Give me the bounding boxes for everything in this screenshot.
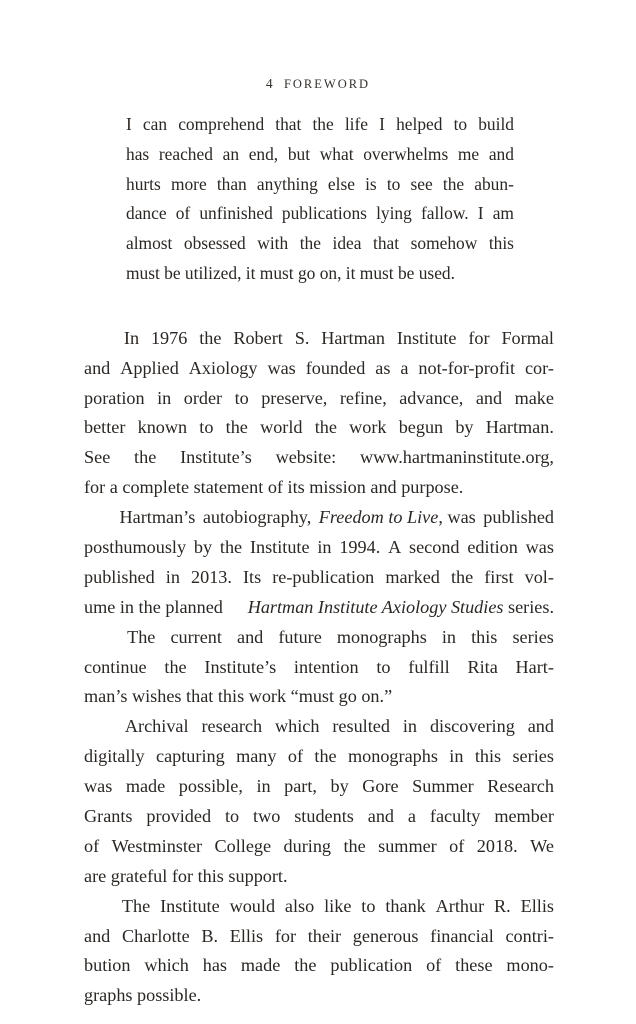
word: better bbox=[84, 417, 126, 438]
text-line bbox=[84, 862, 554, 892]
word: am bbox=[492, 203, 514, 224]
word: comprehend bbox=[178, 114, 265, 134]
word: but bbox=[287, 143, 311, 164]
word: begun bbox=[398, 417, 444, 438]
paragraph-monographs-intention bbox=[84, 623, 554, 713]
word: of bbox=[449, 835, 465, 856]
word: continue bbox=[84, 656, 147, 677]
word: the bbox=[199, 327, 222, 348]
word: fulfill bbox=[408, 656, 450, 677]
word: advance, bbox=[399, 387, 464, 408]
first-line-indent bbox=[84, 324, 112, 354]
word: autobiography, bbox=[202, 507, 312, 528]
text-line bbox=[126, 140, 514, 170]
text-line bbox=[84, 772, 554, 802]
word: two bbox=[253, 806, 281, 827]
word: financial bbox=[430, 925, 494, 946]
word: The bbox=[127, 626, 156, 647]
word: S. bbox=[294, 327, 310, 348]
text-line bbox=[84, 354, 554, 384]
word: their bbox=[307, 925, 342, 946]
word: of bbox=[426, 955, 442, 976]
word: has bbox=[202, 955, 227, 976]
word: the bbox=[225, 417, 248, 438]
word: current bbox=[170, 626, 222, 647]
word: and bbox=[527, 716, 554, 737]
word: Research bbox=[487, 776, 554, 797]
text-line bbox=[84, 324, 554, 354]
word: world bbox=[260, 417, 303, 438]
word: also bbox=[284, 895, 315, 916]
word: 2013. bbox=[191, 566, 232, 587]
word: to bbox=[386, 173, 401, 194]
word: fallow. bbox=[420, 203, 469, 224]
word: Rita bbox=[467, 656, 498, 677]
word: Archival bbox=[124, 716, 189, 737]
word: I bbox=[379, 114, 385, 134]
word: than bbox=[216, 173, 247, 194]
word: and bbox=[237, 626, 264, 647]
word: abun- bbox=[474, 173, 514, 194]
word: capturing bbox=[156, 746, 225, 767]
word: in bbox=[256, 776, 271, 797]
word: series. bbox=[503, 596, 554, 617]
word: the bbox=[294, 955, 317, 976]
word: monographs bbox=[336, 626, 427, 647]
first-line-indent bbox=[84, 712, 112, 742]
word: many bbox=[236, 746, 277, 767]
word: I bbox=[477, 203, 484, 224]
word: monographs bbox=[348, 746, 438, 767]
word: end, bbox=[248, 143, 279, 164]
word: second bbox=[409, 537, 460, 558]
word: the bbox=[299, 233, 321, 254]
word: the bbox=[164, 656, 187, 677]
word: summer bbox=[378, 835, 437, 856]
word: for bbox=[274, 925, 297, 946]
word: helped bbox=[396, 114, 443, 134]
word: Institute bbox=[396, 327, 457, 348]
word: students bbox=[294, 806, 354, 827]
text-line bbox=[126, 110, 514, 140]
word: Gore bbox=[362, 776, 399, 797]
text-line bbox=[84, 413, 554, 443]
word: Formal bbox=[501, 327, 554, 348]
word: and bbox=[488, 143, 514, 164]
word: and bbox=[84, 357, 111, 378]
word: in bbox=[317, 537, 332, 558]
word: the bbox=[314, 746, 337, 767]
word: series bbox=[512, 746, 554, 767]
word: Institute bbox=[160, 895, 220, 916]
quote-spacer bbox=[84, 289, 554, 324]
word: in bbox=[165, 566, 180, 587]
word: cor- bbox=[524, 357, 554, 378]
word: Ellis bbox=[229, 925, 264, 946]
word: ume in the planned bbox=[84, 596, 228, 617]
paragraph-autobiography bbox=[84, 503, 554, 623]
word: Grants bbox=[84, 806, 133, 827]
word: research bbox=[201, 716, 263, 737]
title-run bbox=[248, 593, 554, 623]
word: that bbox=[275, 114, 302, 134]
word: not-for-profit bbox=[418, 357, 516, 378]
word: faculty bbox=[429, 806, 481, 827]
word: refine, bbox=[339, 387, 387, 408]
word: In bbox=[123, 327, 140, 348]
word: Ellis bbox=[520, 895, 554, 916]
word: make bbox=[514, 387, 554, 408]
word: resulted bbox=[332, 716, 390, 737]
title-run bbox=[319, 503, 476, 533]
text-block bbox=[84, 110, 554, 1011]
word: overwhelms bbox=[363, 143, 449, 164]
page-number: 4 bbox=[265, 76, 273, 91]
word: obsessed bbox=[183, 233, 246, 254]
word: contri- bbox=[505, 925, 554, 946]
text-line bbox=[84, 503, 554, 533]
word: this bbox=[474, 746, 502, 767]
word: posthumously bbox=[84, 537, 187, 558]
word: intention bbox=[293, 656, 359, 677]
word: to bbox=[199, 417, 214, 438]
word: preserve, bbox=[261, 387, 328, 408]
word: by bbox=[193, 537, 213, 558]
word: vol- bbox=[524, 566, 554, 587]
word: provided bbox=[146, 806, 212, 827]
word: that bbox=[373, 233, 400, 254]
word: series bbox=[512, 626, 554, 647]
word: Arthur bbox=[435, 895, 485, 916]
word: 1994. bbox=[339, 537, 381, 558]
word: build bbox=[478, 114, 514, 134]
word: website: bbox=[275, 447, 337, 468]
text-line bbox=[84, 922, 554, 952]
italic-title: Hartman Institute Axiology Studies bbox=[247, 596, 504, 617]
word: almost bbox=[126, 233, 173, 254]
word: can bbox=[142, 114, 168, 134]
word: thank bbox=[385, 895, 426, 916]
word: me bbox=[457, 143, 480, 164]
text-line bbox=[84, 443, 554, 473]
word: Hartman. bbox=[485, 417, 554, 438]
word: which bbox=[144, 955, 189, 976]
word: and bbox=[475, 387, 503, 408]
word: to bbox=[234, 387, 249, 408]
word: would bbox=[229, 895, 276, 916]
word: this bbox=[471, 626, 498, 647]
word: , was bbox=[438, 507, 476, 528]
word: Applied bbox=[120, 357, 179, 378]
word: marked bbox=[385, 566, 440, 587]
first-line-indent bbox=[84, 623, 112, 653]
word: by bbox=[330, 776, 349, 797]
first-line-indent bbox=[84, 892, 112, 922]
text-line bbox=[84, 832, 554, 862]
word: Institute bbox=[249, 537, 310, 558]
word: Institute’s bbox=[180, 447, 252, 468]
word: We bbox=[530, 835, 554, 856]
word: like bbox=[324, 895, 352, 916]
word: Westminster bbox=[111, 835, 203, 856]
word: life bbox=[344, 114, 369, 134]
first-line-indent bbox=[84, 503, 112, 533]
word: discovering bbox=[429, 716, 515, 737]
word: a bbox=[400, 357, 409, 378]
word: edition bbox=[467, 537, 518, 558]
word: published bbox=[84, 566, 155, 587]
word: graphs possible. bbox=[84, 985, 202, 1006]
word: has bbox=[126, 143, 150, 164]
word: the bbox=[312, 114, 334, 134]
word: of bbox=[175, 203, 191, 224]
word: for a complete statement of its mission and purpose. bbox=[84, 477, 464, 498]
word: the bbox=[442, 173, 465, 194]
word: during bbox=[283, 835, 332, 856]
word: unfinished bbox=[199, 203, 273, 224]
word: of bbox=[287, 746, 304, 767]
paragraph-archival-research bbox=[84, 712, 554, 891]
text-line bbox=[84, 533, 554, 563]
word: anything bbox=[256, 173, 318, 194]
word: in bbox=[449, 746, 464, 767]
word: made bbox=[125, 776, 166, 797]
word: Robert bbox=[233, 327, 283, 348]
word: hurts bbox=[126, 173, 161, 194]
word: Charlotte bbox=[121, 925, 190, 946]
word: in bbox=[402, 716, 418, 737]
word: with bbox=[257, 233, 289, 254]
word: The bbox=[121, 895, 151, 916]
word: poration bbox=[84, 387, 145, 408]
word: in bbox=[157, 387, 172, 408]
word: of bbox=[84, 835, 100, 856]
word: possible, bbox=[178, 776, 243, 797]
word: what bbox=[319, 143, 354, 164]
word: idea bbox=[332, 233, 362, 254]
word: A bbox=[388, 537, 402, 558]
word: work bbox=[349, 417, 387, 438]
word: Hartman bbox=[321, 327, 385, 348]
paragraph-institute-founding bbox=[84, 324, 554, 503]
text-line bbox=[126, 259, 514, 289]
block-quotation bbox=[126, 110, 514, 289]
word: the bbox=[219, 537, 243, 558]
text-line bbox=[84, 682, 554, 712]
word: this bbox=[488, 233, 514, 254]
word: Hart- bbox=[515, 656, 554, 677]
word: to bbox=[224, 806, 240, 827]
word: is bbox=[365, 173, 377, 194]
word: in bbox=[441, 626, 457, 647]
word: College bbox=[214, 835, 272, 856]
text-line bbox=[126, 170, 514, 200]
word: an bbox=[222, 143, 240, 164]
word: 2018. bbox=[476, 835, 518, 856]
word: the bbox=[343, 835, 366, 856]
word: the bbox=[314, 417, 337, 438]
word: the bbox=[450, 566, 474, 587]
word: was bbox=[267, 357, 296, 378]
word: future bbox=[278, 626, 322, 647]
word: see bbox=[410, 173, 433, 194]
word: R. bbox=[494, 895, 511, 916]
text-line bbox=[126, 229, 514, 259]
word: which bbox=[274, 716, 320, 737]
word: first bbox=[484, 566, 514, 587]
word: to bbox=[376, 656, 391, 677]
text-line bbox=[84, 473, 554, 503]
word: these bbox=[455, 955, 493, 976]
word: mono- bbox=[506, 955, 554, 976]
word: Axiology bbox=[188, 357, 258, 378]
text-line bbox=[84, 563, 554, 593]
word: made bbox=[240, 955, 281, 976]
word: more bbox=[170, 173, 207, 194]
paragraph-ellis-acknowledgement bbox=[84, 892, 554, 1012]
word: Hartman’s bbox=[119, 507, 196, 528]
word: member bbox=[494, 806, 554, 827]
word: was bbox=[525, 537, 554, 558]
word: and bbox=[84, 925, 111, 946]
running-head-title: FOREWORD bbox=[283, 77, 371, 91]
word: www.hartmaninstitute.org, bbox=[360, 447, 554, 468]
word: Institute’s bbox=[204, 656, 277, 677]
word: I bbox=[126, 114, 132, 134]
word: bution bbox=[84, 955, 131, 976]
word: was bbox=[84, 776, 113, 797]
text-line bbox=[84, 653, 554, 683]
word: 1976 bbox=[150, 327, 188, 348]
word: See bbox=[84, 447, 111, 468]
word: else bbox=[327, 173, 355, 194]
word: founded bbox=[305, 357, 366, 378]
text-line bbox=[84, 981, 554, 1011]
word: for bbox=[468, 327, 490, 348]
word: generous bbox=[352, 925, 419, 946]
text-line bbox=[84, 892, 554, 922]
word: are grateful for this support. bbox=[84, 865, 288, 886]
word: Its bbox=[243, 566, 262, 587]
word: published bbox=[483, 507, 554, 528]
italic-title: Freedom to Live bbox=[318, 507, 439, 528]
word: order bbox=[183, 387, 223, 408]
running-head bbox=[0, 75, 636, 93]
word: to bbox=[453, 114, 468, 134]
word: lying bbox=[376, 203, 412, 224]
word: a bbox=[407, 806, 416, 827]
text-line bbox=[84, 712, 554, 742]
word: by bbox=[455, 417, 474, 438]
text-line bbox=[84, 802, 554, 832]
text-line bbox=[126, 199, 514, 229]
word: B. bbox=[201, 925, 219, 946]
word: publication bbox=[330, 955, 413, 976]
word: re-publication bbox=[272, 566, 375, 587]
text-line bbox=[84, 951, 554, 981]
body-paragraphs bbox=[84, 324, 554, 1011]
word: reached bbox=[158, 143, 213, 164]
word: man’s wishes that this work “must go on.” bbox=[84, 686, 393, 707]
word: as bbox=[375, 357, 391, 378]
word: the bbox=[134, 447, 157, 468]
text-line bbox=[84, 593, 554, 623]
word: part, bbox=[284, 776, 317, 797]
text-line bbox=[84, 742, 554, 772]
text-line bbox=[84, 623, 554, 653]
word: somehow bbox=[410, 233, 478, 254]
word: Summer bbox=[412, 776, 474, 797]
word: publications bbox=[281, 203, 367, 224]
text-line bbox=[84, 384, 554, 414]
word: known bbox=[137, 417, 188, 438]
word: must be utilized, it must go on, it must be used. bbox=[126, 262, 455, 283]
word: digitally bbox=[84, 746, 145, 767]
word: to bbox=[361, 895, 376, 916]
word: and bbox=[367, 806, 395, 827]
word: dance bbox=[126, 203, 167, 224]
